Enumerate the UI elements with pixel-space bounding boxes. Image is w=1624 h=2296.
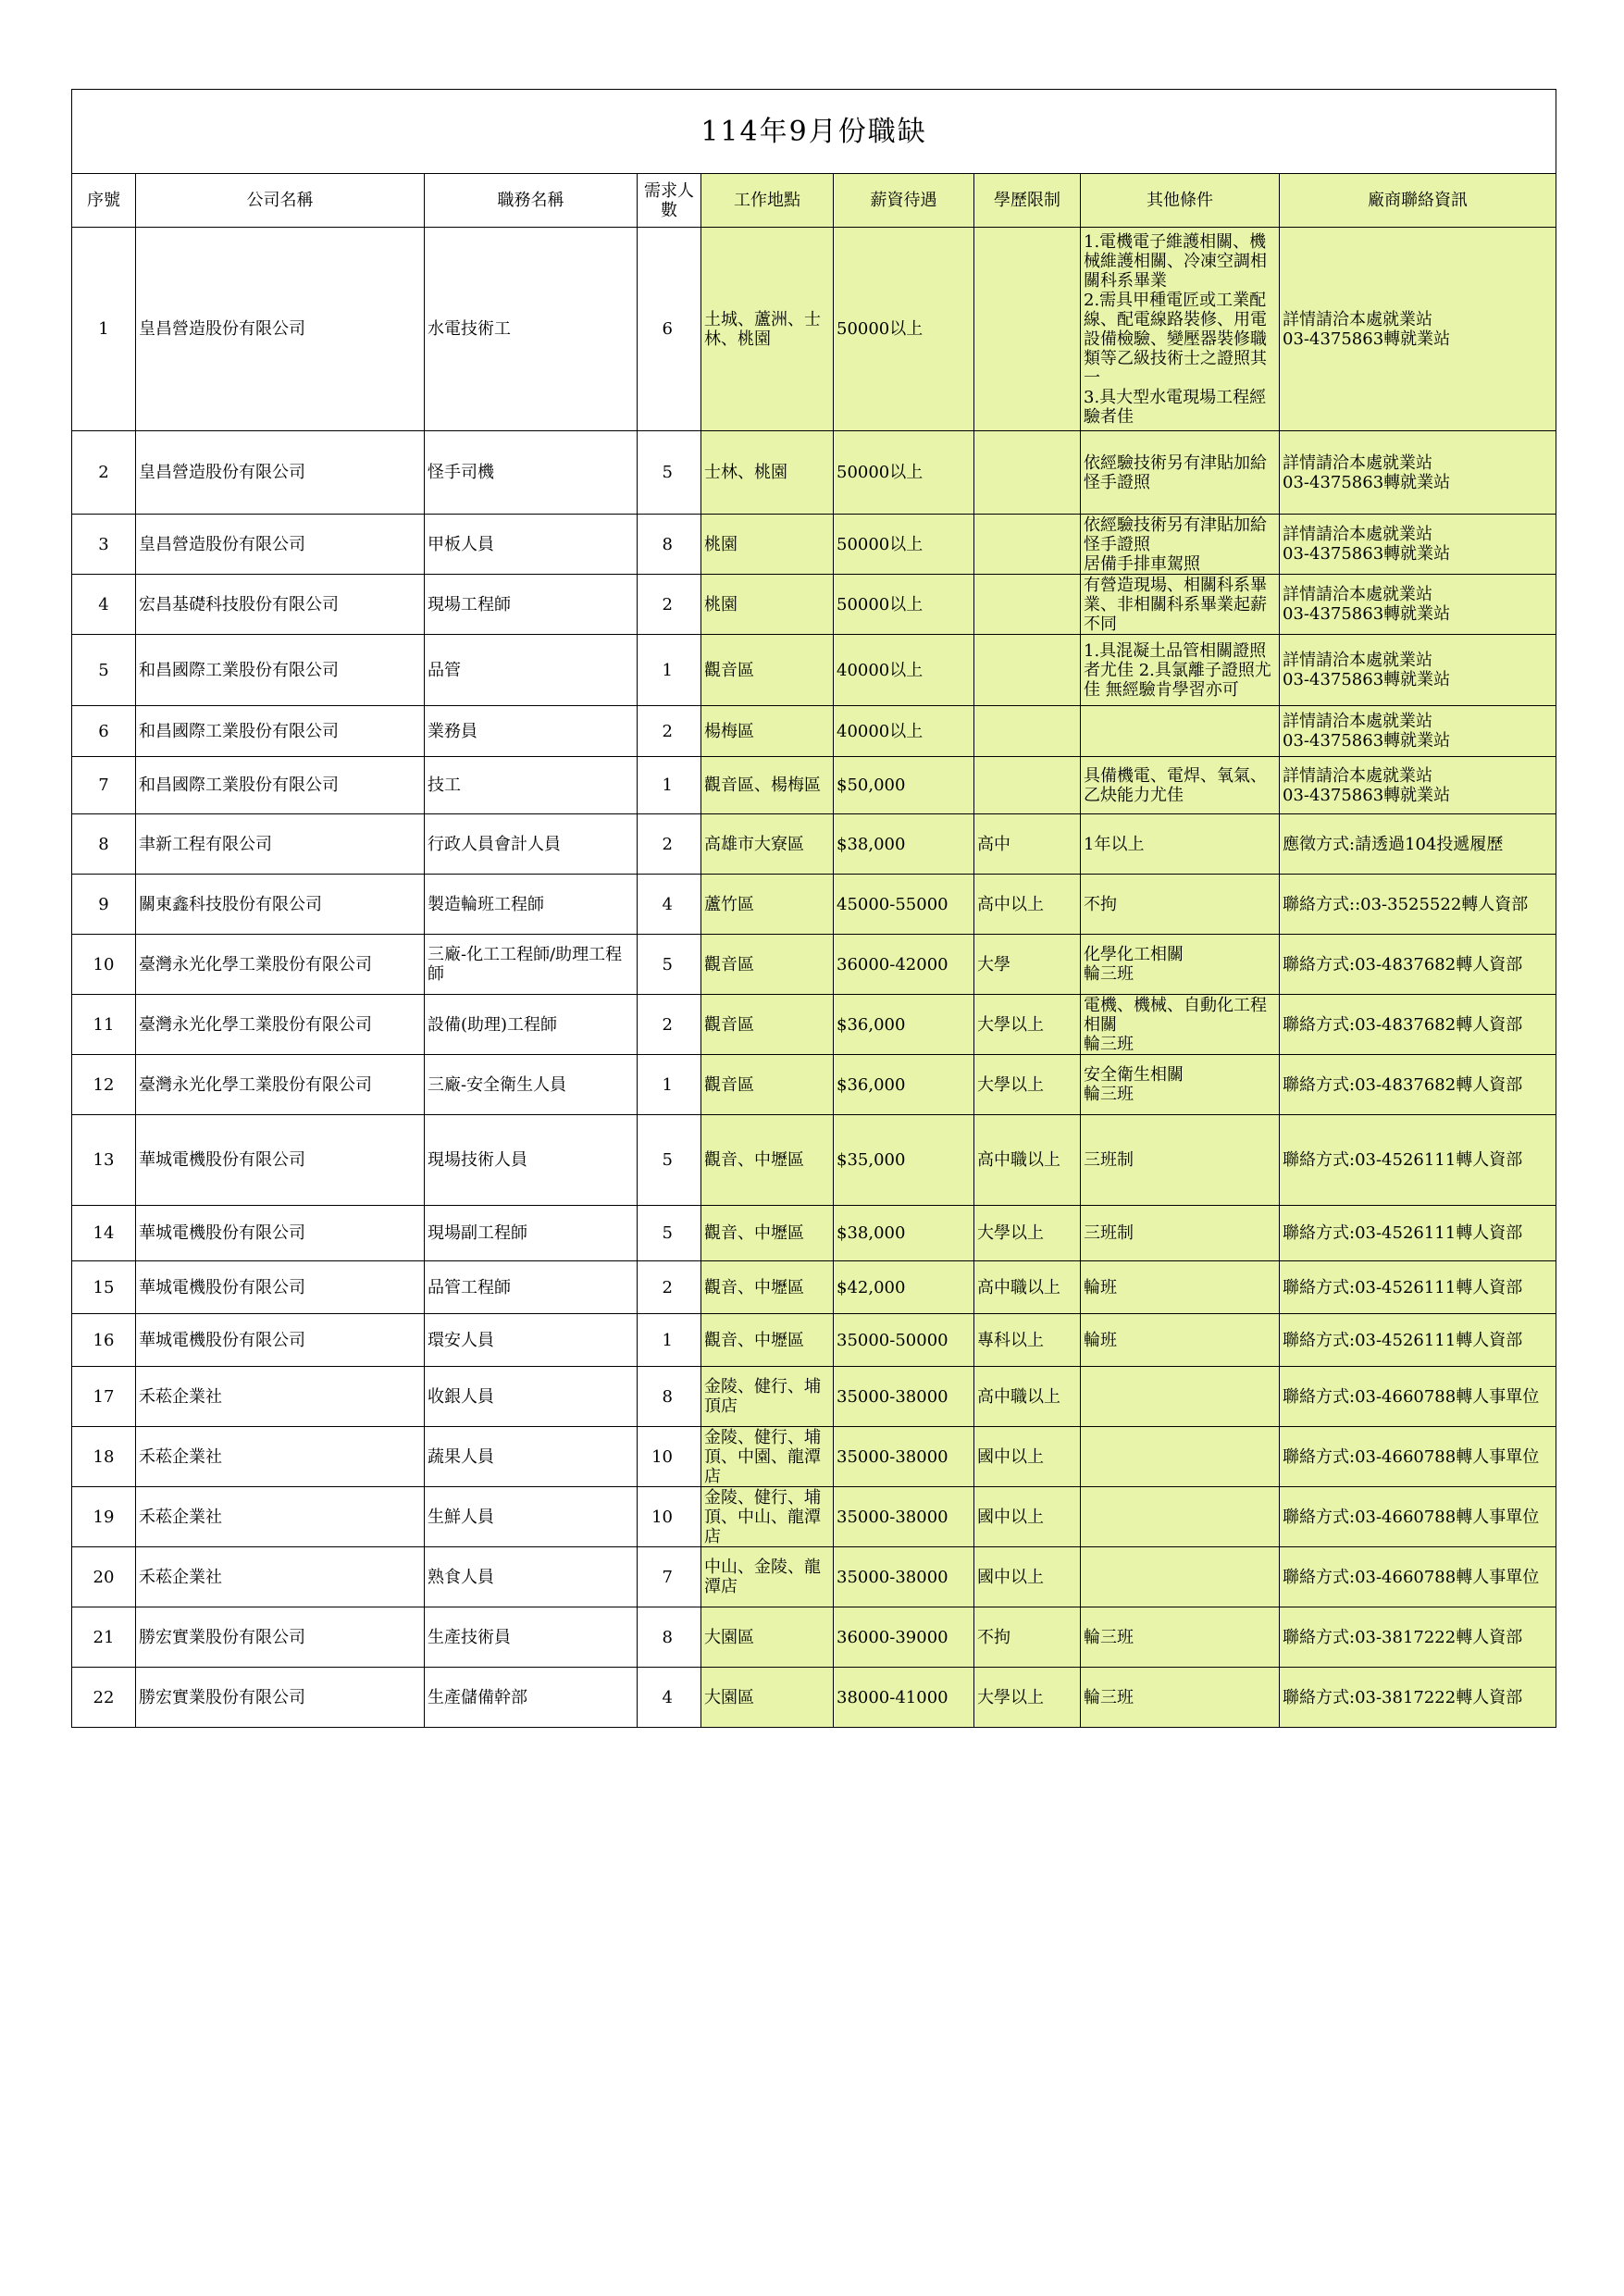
row-number: 16 [72,1314,136,1367]
work-location: 桃園 [701,575,834,635]
header-no: 序號 [72,174,136,228]
education-requirement: 高中職以上 [974,1367,1081,1427]
company-name: 關東鑫科技股份有限公司 [136,875,425,935]
header-company: 公司名稱 [136,174,425,228]
contact-info: 詳情請洽本處就業站 03-4375863轉就業站 [1280,515,1556,575]
row-number: 6 [72,706,136,757]
job-title: 三廠-安全衛生人員 [425,1055,638,1115]
table-row [72,1367,1556,1427]
headcount: 2 [638,706,701,757]
work-location: 大園區 [701,1607,834,1668]
education-requirement: 國中以上 [974,1487,1081,1547]
company-name: 和昌國際工業股份有限公司 [136,757,425,814]
table-row [72,1115,1556,1206]
salary: 45000-55000 [834,875,974,935]
headcount: 4 [638,875,701,935]
table-row [72,706,1556,757]
education-requirement [974,706,1081,757]
work-location: 金陵、健行、埔頂、中山、龍潭店 [701,1487,834,1547]
salary: 36000-39000 [834,1607,974,1668]
company-name: 華城電機股份有限公司 [136,1115,425,1206]
work-location: 桃園 [701,515,834,575]
table-row [72,431,1556,515]
contact-info: 詳情請洽本處就業站 03-4375863轉就業站 [1280,706,1556,757]
headcount: 2 [638,814,701,875]
work-location: 觀音區 [701,995,834,1055]
contact-info: 聯絡方式:03-4526111轉人資部 [1280,1314,1556,1367]
job-title: 環安人員 [425,1314,638,1367]
headcount: 1 [638,635,701,706]
job-title: 業務員 [425,706,638,757]
table-row [72,575,1556,635]
education-requirement: 大學以上 [974,995,1081,1055]
table-row [72,1206,1556,1261]
other-conditions: 三班制 [1081,1115,1280,1206]
company-name: 皇昌營造股份有限公司 [136,431,425,515]
job-title: 現場工程師 [425,575,638,635]
headcount: 2 [638,995,701,1055]
row-number: 10 [72,935,136,995]
table-row [72,635,1556,706]
salary: 35000-38000 [834,1427,974,1487]
salary: $38,000 [834,814,974,875]
education-requirement: 大學以上 [974,1668,1081,1728]
header-location: 工作地點 [701,174,834,228]
work-location: 觀音、中壢區 [701,1206,834,1261]
education-requirement: 高中職以上 [974,1115,1081,1206]
contact-info: 詳情請洽本處就業站 03-4375863轉就業站 [1280,575,1556,635]
headcount: 1 [638,757,701,814]
work-location: 金陵、健行、埔頂、中園、龍潭店 [701,1427,834,1487]
education-requirement [974,228,1081,431]
contact-info: 聯絡方式:03-3817222轉人資部 [1280,1607,1556,1668]
headcount: 5 [638,431,701,515]
company-name: 臺灣永光化學工業股份有限公司 [136,935,425,995]
job-vacancy-table [71,89,1556,1728]
company-name: 華城電機股份有限公司 [136,1206,425,1261]
contact-info: 聯絡方式:03-4526111轉人資部 [1280,1115,1556,1206]
salary: $36,000 [834,995,974,1055]
work-location: 高雄市大寮區 [701,814,834,875]
other-conditions: 輪班 [1081,1261,1280,1314]
other-conditions: 安全衛生相關 輪三班 [1081,1055,1280,1115]
job-title: 甲板人員 [425,515,638,575]
company-name: 禾菘企業社 [136,1547,425,1607]
table-row [72,1261,1556,1314]
job-title: 生鮮人員 [425,1487,638,1547]
row-number: 1 [72,228,136,431]
row-number: 11 [72,995,136,1055]
education-requirement: 大學以上 [974,1055,1081,1115]
company-name: 和昌國際工業股份有限公司 [136,706,425,757]
work-location: 觀音區 [701,935,834,995]
other-conditions [1081,706,1280,757]
job-title: 水電技術工 [425,228,638,431]
education-requirement: 大學以上 [974,1206,1081,1261]
header-contact: 廠商聯絡資訊 [1280,174,1556,228]
job-title: 生產技術員 [425,1607,638,1668]
salary: 38000-41000 [834,1668,974,1728]
contact-info: 聯絡方式:03-4660788轉人事單位 [1280,1547,1556,1607]
work-location: 觀音區、楊梅區 [701,757,834,814]
education-requirement: 專科以上 [974,1314,1081,1367]
contact-info: 詳情請洽本處就業站 03-4375863轉就業站 [1280,228,1556,431]
row-number: 12 [72,1055,136,1115]
salary: $38,000 [834,1206,974,1261]
other-conditions: 有營造現場、相關科系畢業、非相關科系畢業起薪不同 [1081,575,1280,635]
contact-info: 聯絡方式:03-4660788轉人事單位 [1280,1427,1556,1487]
row-number: 17 [72,1367,136,1427]
headcount: 5 [638,1115,701,1206]
job-title: 收銀人員 [425,1367,638,1427]
job-title: 品管 [425,635,638,706]
salary: 50000以上 [834,228,974,431]
job-title: 怪手司機 [425,431,638,515]
education-requirement: 國中以上 [974,1427,1081,1487]
header-job: 職務名稱 [425,174,638,228]
other-conditions: 三班制 [1081,1206,1280,1261]
salary: 50000以上 [834,515,974,575]
headcount: 4 [638,1668,701,1728]
education-requirement [974,757,1081,814]
company-name: 宏昌基礎科技股份有限公司 [136,575,425,635]
other-conditions: 依經驗技術另有津貼加給 怪手證照 [1081,431,1280,515]
row-number: 3 [72,515,136,575]
salary: 40000以上 [834,635,974,706]
headcount: 6 [638,228,701,431]
other-conditions: 輪班 [1081,1314,1280,1367]
salary: 50000以上 [834,575,974,635]
headcount: 10 [638,1487,701,1547]
job-title: 技工 [425,757,638,814]
job-title: 生產儲備幹部 [425,1668,638,1728]
row-number: 22 [72,1668,136,1728]
row-number: 15 [72,1261,136,1314]
work-location: 金陵、健行、埔頂店 [701,1367,834,1427]
salary: $36,000 [834,1055,974,1115]
salary: $50,000 [834,757,974,814]
headcount: 10 [638,1427,701,1487]
other-conditions [1081,1427,1280,1487]
education-requirement: 高中 [974,814,1081,875]
job-title: 品管工程師 [425,1261,638,1314]
work-location: 中山、金陵、龍潭店 [701,1547,834,1607]
other-conditions: 電機、機械、自動化工程相關 輪三班 [1081,995,1280,1055]
company-name: 華城電機股份有限公司 [136,1261,425,1314]
contact-info: 詳情請洽本處就業站 03-4375863轉就業站 [1280,635,1556,706]
work-location: 土城、蘆洲、士林、桃園 [701,228,834,431]
work-location: 觀音、中壢區 [701,1314,834,1367]
job-title: 設備(助理)工程師 [425,995,638,1055]
table-row [72,1487,1556,1547]
salary: $35,000 [834,1115,974,1206]
row-number: 21 [72,1607,136,1668]
other-conditions: 輪三班 [1081,1607,1280,1668]
contact-info: 聯絡方式:03-4526111轉人資部 [1280,1261,1556,1314]
table-row [72,875,1556,935]
salary: 35000-38000 [834,1547,974,1607]
work-location: 觀音、中壢區 [701,1261,834,1314]
row-number: 19 [72,1487,136,1547]
other-conditions [1081,1487,1280,1547]
headcount: 2 [638,575,701,635]
other-conditions: 1年以上 [1081,814,1280,875]
other-conditions: 輪三班 [1081,1668,1280,1728]
table-row [72,1547,1556,1607]
contact-info: 聯絡方式:03-4660788轉人事單位 [1280,1367,1556,1427]
table-row [72,995,1556,1055]
education-requirement [974,431,1081,515]
company-name: 勝宏實業股份有限公司 [136,1668,425,1728]
contact-info: 應徵方式:請透過104投遞履歷 [1280,814,1556,875]
header-count: 需求人數 [638,174,701,228]
work-location: 觀音區 [701,1055,834,1115]
table-row [72,1055,1556,1115]
job-title: 蔬果人員 [425,1427,638,1487]
headcount: 8 [638,1367,701,1427]
header-salary: 薪資待遇 [834,174,974,228]
contact-info: 詳情請洽本處就業站 03-4375863轉就業站 [1280,757,1556,814]
education-requirement [974,515,1081,575]
row-number: 4 [72,575,136,635]
education-requirement: 國中以上 [974,1547,1081,1607]
sheet-title: 114年9月份職缺 [72,90,1556,174]
salary: 40000以上 [834,706,974,757]
company-name: 禾菘企業社 [136,1367,425,1427]
contact-info: 聯絡方式::03-3525522轉人資部 [1280,875,1556,935]
education-requirement: 高中職以上 [974,1261,1081,1314]
salary: 36000-42000 [834,935,974,995]
work-location: 觀音、中壢區 [701,1115,834,1206]
row-number: 7 [72,757,136,814]
row-number: 8 [72,814,136,875]
row-number: 9 [72,875,136,935]
contact-info: 聯絡方式:03-4837682轉人資部 [1280,995,1556,1055]
table-row [72,228,1556,431]
other-conditions: 1.具混凝土品管相關證照者尤佳 2.具氯離子證照尤佳 無經驗肯學習亦可 [1081,635,1280,706]
company-name: 臺灣永光化學工業股份有限公司 [136,995,425,1055]
company-name: 臺灣永光化學工業股份有限公司 [136,1055,425,1115]
row-number: 5 [72,635,136,706]
other-conditions: 化學化工相關 輪三班 [1081,935,1280,995]
headcount: 8 [638,515,701,575]
row-number: 13 [72,1115,136,1206]
education-requirement [974,575,1081,635]
other-conditions [1081,1367,1280,1427]
company-name: 禾菘企業社 [136,1427,425,1487]
contact-info: 詳情請洽本處就業站 03-4375863轉就業站 [1280,431,1556,515]
other-conditions: 1.電機電子維護相關、機械維護相關、冷凍空調相關科系畢業 2.需具甲種電匠或工業配線、配電線路裝修、用電設備檢驗、變壓器裝修職類等乙級技術士之證照其一 3.具大型水電現場工程經驗者佳 [1081,228,1280,431]
work-location: 大園區 [701,1668,834,1728]
header-other: 其他條件 [1081,174,1280,228]
job-title: 現場技術人員 [425,1115,638,1206]
job-title: 熟食人員 [425,1547,638,1607]
other-conditions [1081,1547,1280,1607]
contact-info: 聯絡方式:03-4837682轉人資部 [1280,935,1556,995]
company-name: 和昌國際工業股份有限公司 [136,635,425,706]
table-row [72,814,1556,875]
salary: 35000-38000 [834,1487,974,1547]
contact-info: 聯絡方式:03-4660788轉人事單位 [1280,1487,1556,1547]
education-requirement: 大學 [974,935,1081,995]
company-name: 聿新工程有限公司 [136,814,425,875]
company-name: 華城電機股份有限公司 [136,1314,425,1367]
headcount: 1 [638,1314,701,1367]
row-number: 18 [72,1427,136,1487]
education-requirement: 不拘 [974,1607,1081,1668]
job-title: 行政人員會計人員 [425,814,638,875]
other-conditions: 不拘 [1081,875,1280,935]
other-conditions: 具備機電、電焊、氧氣、乙炔能力尤佳 [1081,757,1280,814]
other-conditions: 依經驗技術另有津貼加給 怪手證照 居備手排車駕照 [1081,515,1280,575]
row-number: 2 [72,431,136,515]
contact-info: 聯絡方式:03-4837682轉人資部 [1280,1055,1556,1115]
contact-info: 聯絡方式:03-3817222轉人資部 [1280,1668,1556,1728]
company-name: 皇昌營造股份有限公司 [136,515,425,575]
headcount: 5 [638,1206,701,1261]
job-title: 製造輪班工程師 [425,875,638,935]
headcount: 2 [638,1261,701,1314]
work-location: 楊梅區 [701,706,834,757]
salary: $42,000 [834,1261,974,1314]
table-row [72,1427,1556,1487]
salary: 50000以上 [834,431,974,515]
headcount: 1 [638,1055,701,1115]
company-name: 勝宏實業股份有限公司 [136,1607,425,1668]
headcount: 7 [638,1547,701,1607]
job-title: 現場副工程師 [425,1206,638,1261]
row-number: 20 [72,1547,136,1607]
header-education: 學歷限制 [974,174,1081,228]
work-location: 觀音區 [701,635,834,706]
salary: 35000-38000 [834,1367,974,1427]
table-row [72,1607,1556,1668]
job-title: 三廠-化工工程師/助理工程師 [425,935,638,995]
company-name: 禾菘企業社 [136,1487,425,1547]
row-number: 14 [72,1206,136,1261]
work-location: 士林、桃園 [701,431,834,515]
table-row [72,757,1556,814]
table-row [72,1314,1556,1367]
headcount: 5 [638,935,701,995]
work-location: 蘆竹區 [701,875,834,935]
headcount: 8 [638,1607,701,1668]
education-requirement [974,635,1081,706]
contact-info: 聯絡方式:03-4526111轉人資部 [1280,1206,1556,1261]
education-requirement: 高中以上 [974,875,1081,935]
table-row [72,935,1556,995]
table-row [72,1668,1556,1728]
table-row [72,515,1556,575]
company-name: 皇昌營造股份有限公司 [136,228,425,431]
salary: 35000-50000 [834,1314,974,1367]
